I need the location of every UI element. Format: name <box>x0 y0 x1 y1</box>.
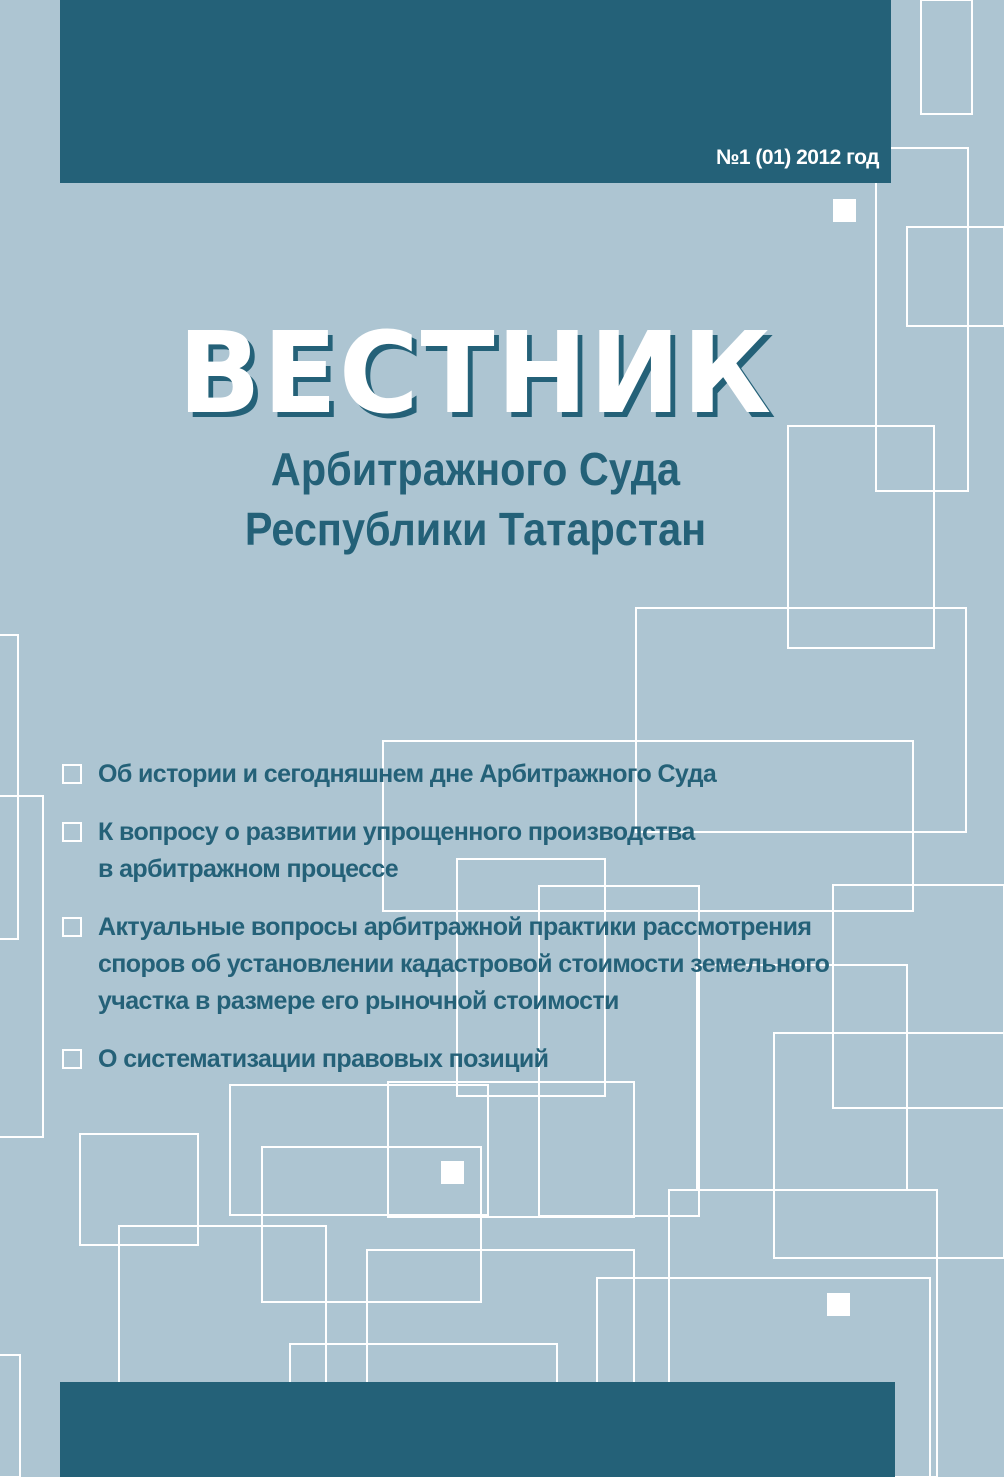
topic-item <box>62 756 862 793</box>
top-band <box>60 0 891 183</box>
topic-item <box>62 909 862 1020</box>
checkbox-icon <box>62 764 82 784</box>
topics-list <box>62 756 862 1099</box>
topic-item <box>62 1041 862 1078</box>
topic-text: О систематизации правовых позиций <box>98 1045 549 1073</box>
bottom-band <box>60 1382 895 1477</box>
checkbox-icon <box>62 1049 82 1069</box>
topic-text: К вопросу о развитии упрощенного производства в арбитражном процессе <box>98 818 695 883</box>
topic-text: Актуальные вопросы арбитражной практики рассмотрения споров об установлении кадастровой стоимости земельного участка в размере его рыночной стоимости <box>98 913 830 1015</box>
checkbox-icon <box>62 822 82 842</box>
topic-text: Об истории и сегодняшнем дне Арбитражного Суда <box>98 760 717 788</box>
checkbox-icon <box>62 917 82 937</box>
journal-subtitle-line2: Республики Татарстан <box>244 502 707 555</box>
journal-title: ВЕСТНИК <box>177 309 774 439</box>
title-block <box>60 309 891 560</box>
topic-item <box>62 814 862 888</box>
journal-subtitle-line1: Арбитражного Суда <box>270 443 681 495</box>
issue-number: №1 (01) 2012 год <box>715 146 879 169</box>
